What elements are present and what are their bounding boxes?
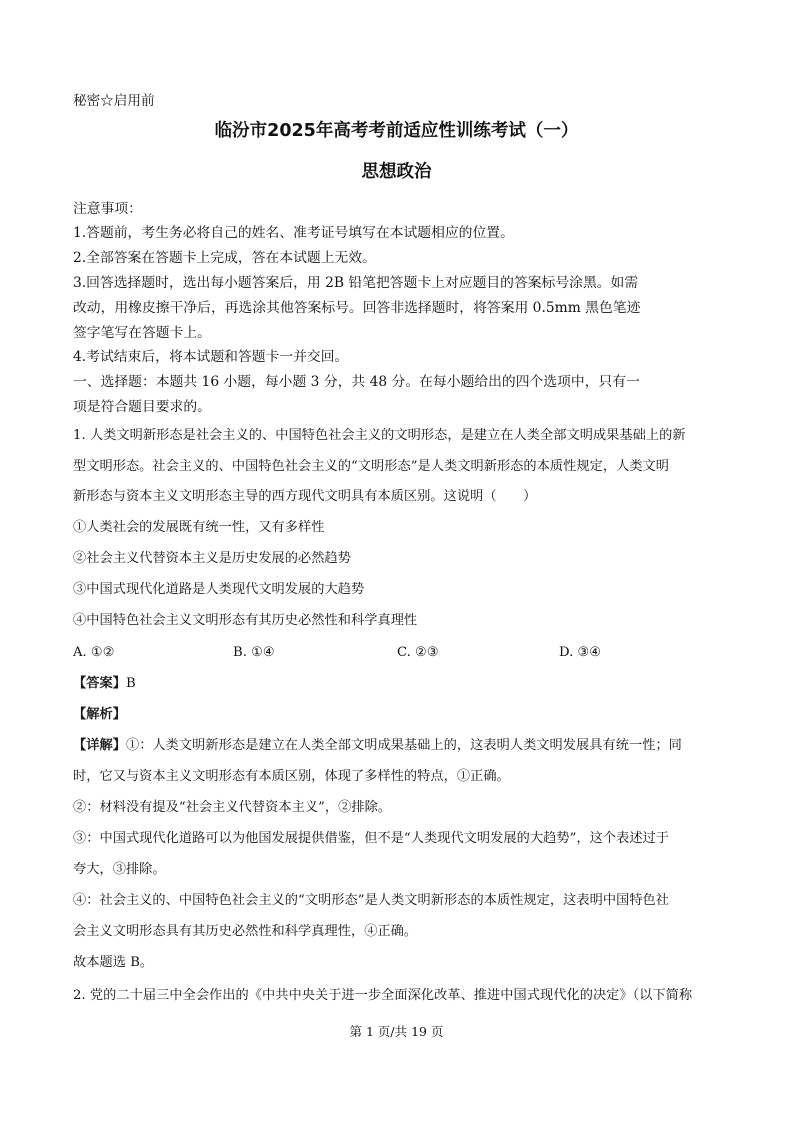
- notice-item-2: 2.全部答案在答题卡上完成，答在本试题上无效。: [73, 250, 376, 266]
- section-instruction-line-1: 一、选择题：本题共 16 小题，每小题 3 分，共 48 分。在每小题给出的四个选项中，只有一: [73, 374, 640, 390]
- confidential-label: 秘密☆启用前: [73, 93, 155, 109]
- question-1-stem-line-2: 型文明形态。社会主义的、中国特色社会主义的“文明形态”是人类文明新形态的本质性规定，人类文明: [73, 459, 670, 474]
- question-1-option-d: D. ③④: [559, 645, 602, 660]
- detail-row-1: [73, 736, 682, 756]
- question-1-option-b: B. ①④: [233, 645, 275, 660]
- analysis-tag: 【解析】: [73, 707, 126, 722]
- answer-tag: 【答案】: [73, 676, 126, 691]
- detail-item-4-line-1: ④：社会主义的、中国特色社会主义的“文明形态”是人类文明新形态的本质性规定，这表明中国特色社: [73, 893, 670, 908]
- detail-tag: 【详解】: [73, 738, 126, 753]
- answer-value: B: [125, 676, 136, 691]
- detail-item-3-line-2: 夸大，③排除。: [73, 862, 166, 877]
- notice-item-3-line-3: 签字笔写在答题卡上。: [73, 325, 211, 341]
- question-1-option-c: C. ②③: [397, 645, 439, 660]
- detail-item-3-line-1: ③：中国式现代化道路可以为他国发展提供借鉴，但不是“人类现代文明发展的大趋势”，这个表述过于: [73, 831, 670, 846]
- notice-heading: 注意事项：: [73, 201, 142, 217]
- question-1-stem-line-3: 新形态与资本主义文明形态主导的西方现代文明具有本质区别。这说明（ ）: [73, 489, 537, 504]
- answer-row: [73, 674, 136, 694]
- analysis-row: [73, 705, 126, 725]
- question-2-stem-line-1: 2. 党的二十届三中全会作出的《中共中央关于进一步全面深化改革、推进中国式现代化的决定》（以下简称: [73, 988, 693, 1003]
- question-1-option-a: A. ①②: [73, 645, 115, 660]
- detail-item-2: ②：材料没有提及“社会主义代替资本主义”，②排除。: [73, 800, 392, 815]
- subject-title: 思想政治: [361, 162, 432, 182]
- detail-item-4-line-2: 会主义文明形态具有其历史必然性和科学真理性，④正确。: [73, 924, 418, 939]
- notice-item-1: 1.答题前，考生务必将自己的姓名、准考证号填写在本试题相应的位置。: [73, 225, 514, 241]
- section-instruction-line-2: 项是符合题目要求的。: [73, 399, 211, 415]
- notice-item-3-line-2: 改动，用橡皮擦干净后，再选涂其他答案标号。回答非选择题时，将答案用 0.5mm 黑色笔迹: [73, 300, 641, 316]
- notice-item-4: 4.考试结束后，将本试题和答题卡一并交回。: [73, 349, 349, 365]
- detail-line-1: ①：人类文明新形态是建立在人类全部文明成果基础上的，这表明人类文明发展具有统一性；同: [125, 738, 682, 753]
- detail-line-2: 时，它又与资本主义文明形态有本质区别，体现了多样性的特点，①正确。: [73, 769, 510, 784]
- notice-item-3-line-1: 3.回答选择题时，选出每小题答案后，用 2B 铅笔把答题卡上对应题目的答案标号涂黑。如需: [73, 275, 639, 291]
- question-1-statement-3: ③中国式现代化道路是人类现代文明发展的大趋势: [73, 582, 365, 597]
- question-1-statement-4: ④中国特色社会主义文明形态有其历史必然性和科学真理性: [73, 613, 418, 628]
- question-1-statement-1: ①人类社会的发展既有统一性，又有多样性: [73, 520, 325, 535]
- conclusion: 故本题选 B。: [73, 955, 154, 970]
- question-1-statement-2: ②社会主义代替资本主义是历史发展的必然趋势: [73, 551, 351, 566]
- question-1-stem-line-1: 1. 人类文明新形态是社会主义的、中国特色社会主义的文明形态，是建立在人类全部文明成果基础上的新: [73, 428, 686, 443]
- exam-title: 临汾市2025年高考考前适应性训练考试（一）: [214, 121, 579, 141]
- page-number: 第 1 页/共 19 页: [349, 1024, 444, 1039]
